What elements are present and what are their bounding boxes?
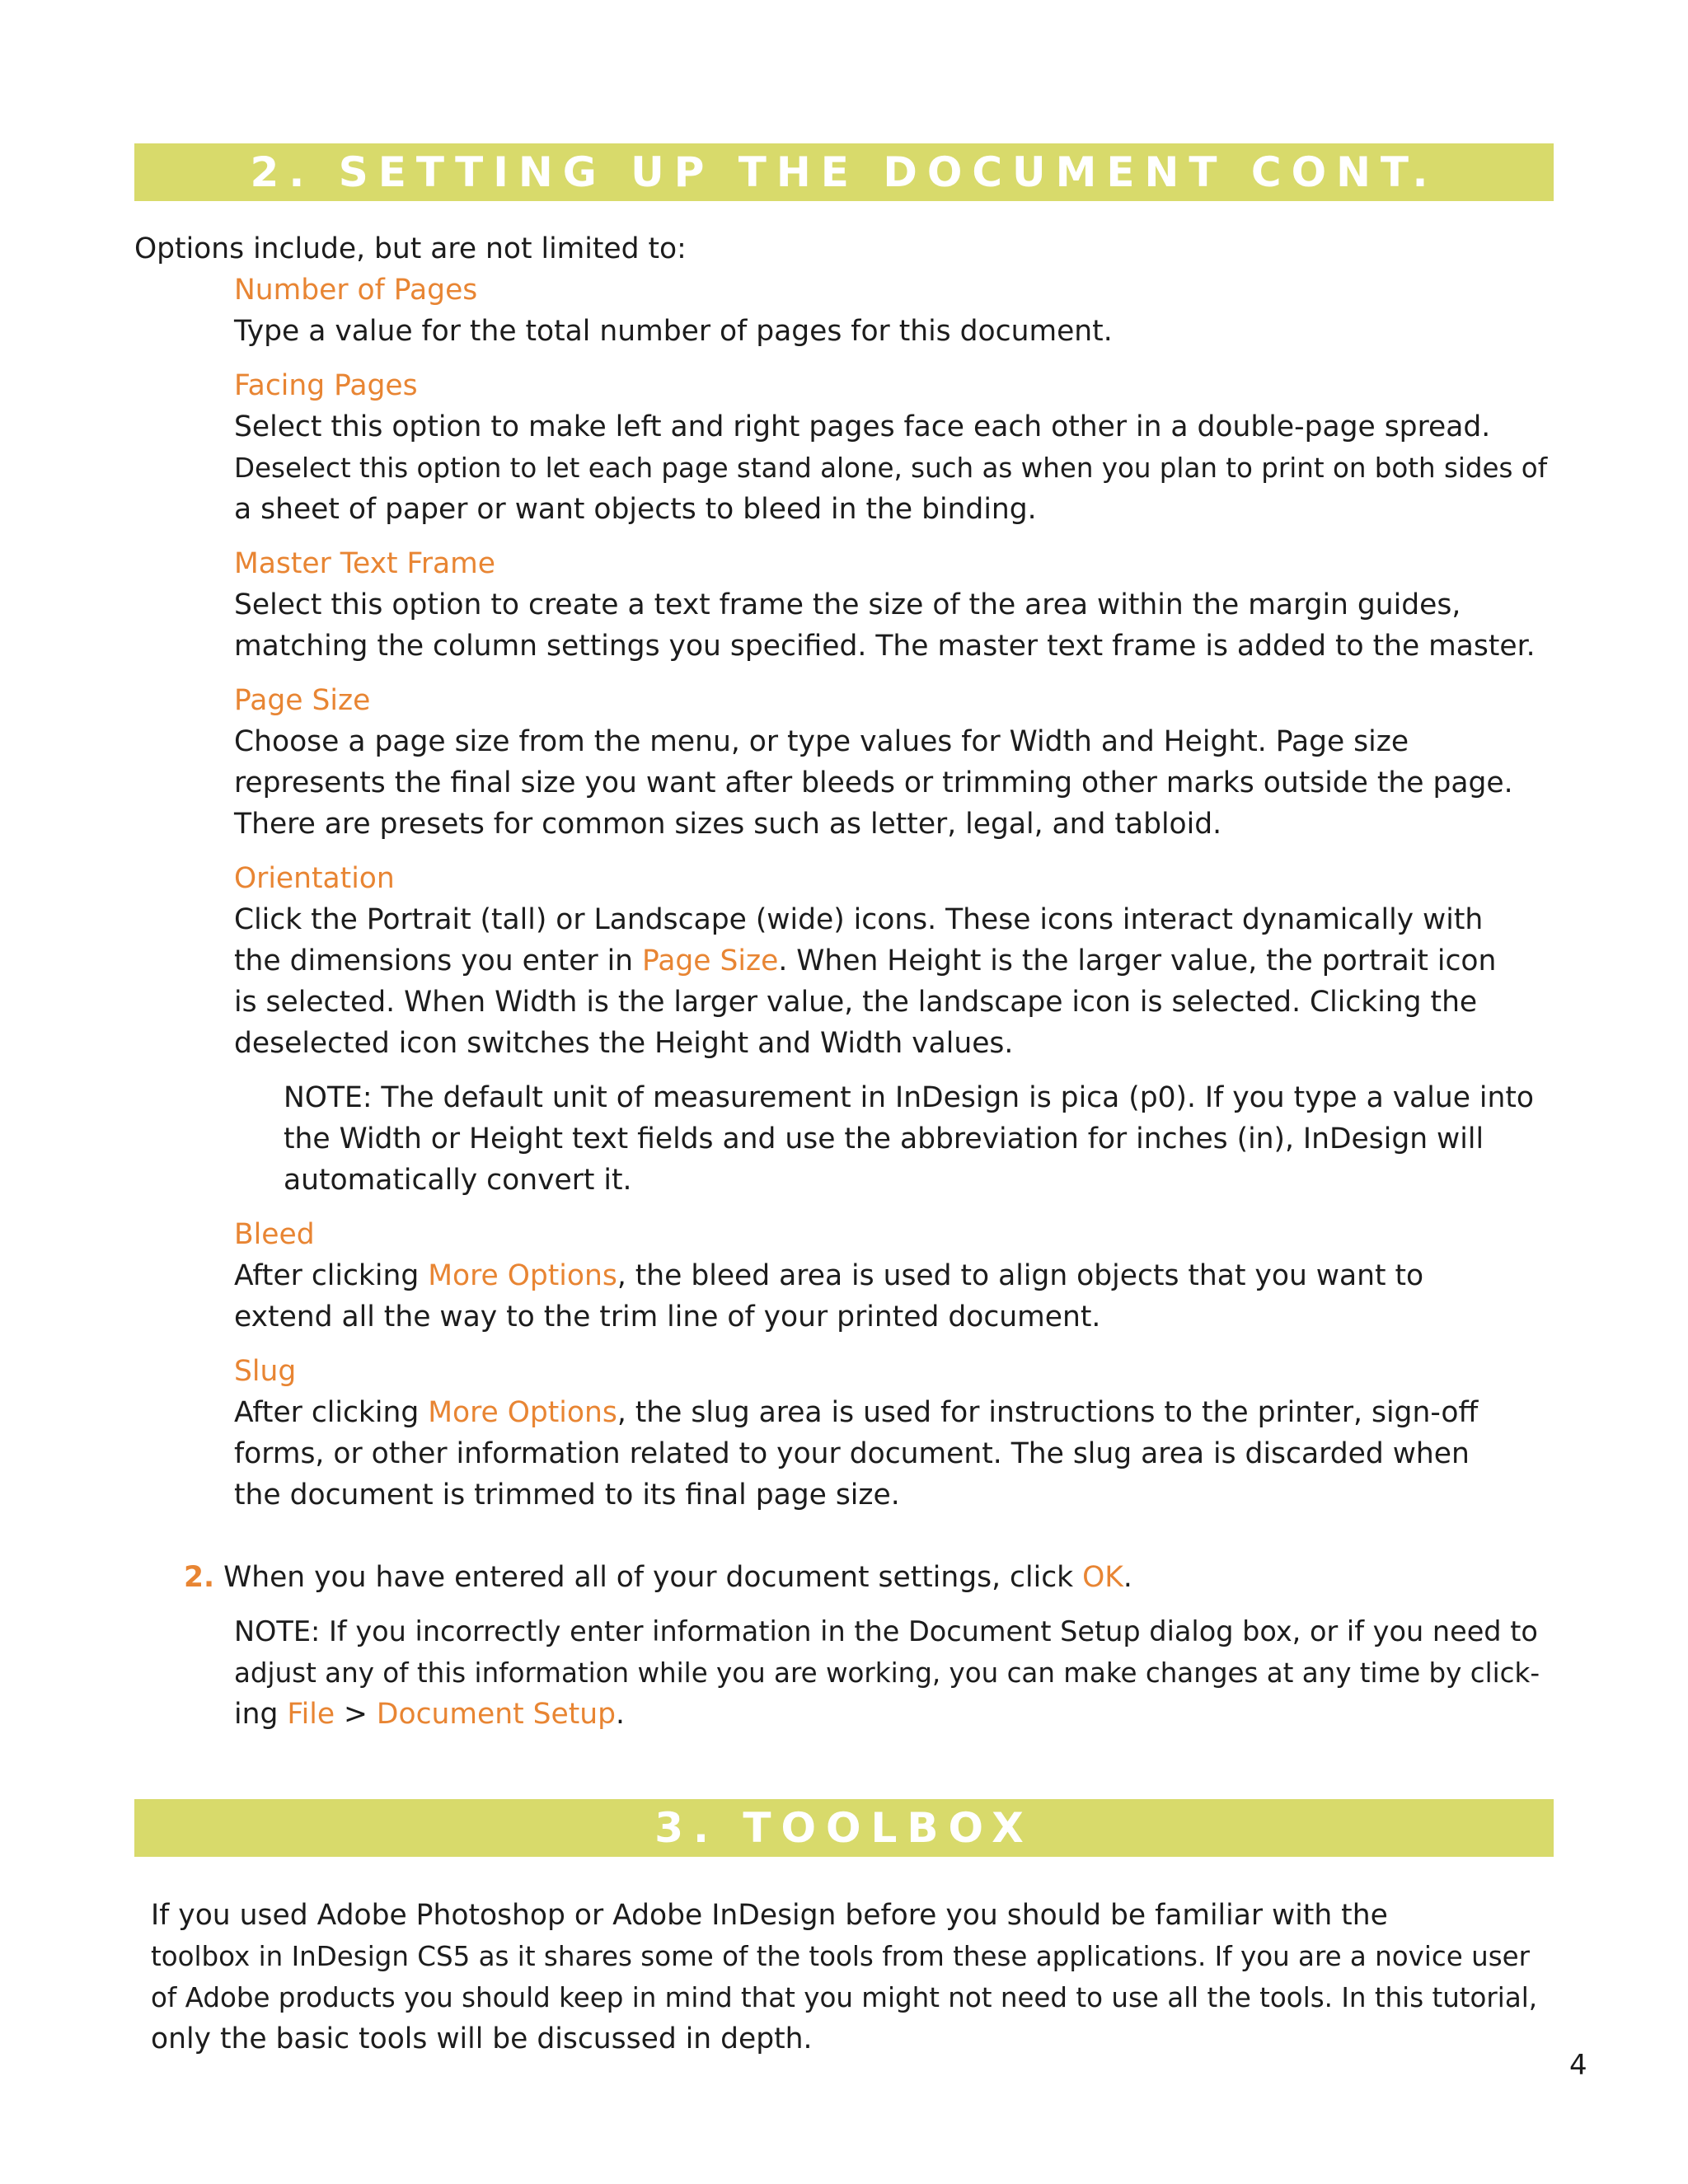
note-text: NOTE: The default unit of measurement in InDesign is pica (p0). If you type a value into	[284, 1081, 1535, 1114]
option-text: extend all the way to the trim line of your printed document.	[234, 1301, 1101, 1333]
option-heading-page-size: Page Size	[234, 684, 371, 717]
text-span: .	[616, 1698, 625, 1731]
toolbox-text: If you used Adobe Photoshop or Adobe InDesign before you should be familiar with the	[151, 1899, 1388, 1932]
option-text	[234, 1255, 1423, 1296]
option-text: matching the column settings you specified. The master text frame is added to the master.	[234, 630, 1536, 663]
option-heading-bleed: Bleed	[234, 1218, 315, 1251]
text-span: , the slug area is used for instructions to the printer, sign-off	[617, 1396, 1479, 1429]
option-heading-orientation: Orientation	[234, 862, 395, 895]
more-options-link: More Options	[428, 1396, 617, 1429]
note-text: NOTE: If you incorrectly enter information in the Document Setup dialog box, or if you need to	[234, 1615, 1538, 1647]
text-span: >	[335, 1698, 377, 1731]
option-text: Deselect this option to let each page stand alone, such as when you plan to print on both sides of	[234, 452, 1548, 484]
document-setup-reference: Document Setup	[376, 1698, 617, 1731]
note-text	[234, 1694, 625, 1735]
text-span: the dimensions you enter in	[234, 944, 643, 977]
step-number: 2.	[184, 1561, 215, 1594]
option-text: the document is trimmed to its final page size.	[234, 1479, 900, 1511]
option-text: is selected. When Width is the larger value, the landscape icon is selected. Clicking the	[234, 986, 1478, 1019]
section-2-banner	[134, 143, 1554, 201]
more-options-link: More Options	[428, 1259, 617, 1292]
option-heading-slug: Slug	[234, 1355, 297, 1388]
options-intro: Options include, but are not limited to:	[134, 232, 687, 265]
text-span: After clicking	[234, 1396, 429, 1429]
ok-button-reference: OK	[1082, 1561, 1123, 1594]
page-size-link: Page Size	[642, 944, 779, 977]
option-text: There are presets for common sizes such as letter, legal, and tabloid.	[234, 808, 1222, 841]
option-text: represents the final size you want after bleeds or trimming other marks outside the page.	[234, 766, 1513, 799]
text-span: ing	[234, 1698, 288, 1731]
option-text: a sheet of paper or want objects to bleed in the binding.	[234, 493, 1037, 526]
section-2-title: 2. SETTING UP THE DOCUMENT CONT.	[250, 148, 1438, 196]
option-text: Click the Portrait (tall) or Landscape (wide) icons. These icons interact dynamically with	[234, 903, 1484, 936]
note-text: automatically convert it.	[284, 1164, 632, 1197]
option-heading-number-of-pages: Number of Pages	[234, 274, 478, 307]
note-text: adjust any of this information while you are working, you can make changes at any time by click-	[234, 1657, 1540, 1689]
text-span: When you have entered all of your document settings, click	[223, 1561, 1083, 1594]
toolbox-text: toolbox in InDesign CS5 as it shares some of the tools from these applications. If you are a novice user	[151, 1941, 1530, 1972]
option-text: deselected icon switches the Height and Width values.	[234, 1027, 1014, 1060]
option-text: forms, or other information related to your document. The slug area is discarded when	[234, 1437, 1470, 1470]
option-text	[234, 940, 1496, 982]
text-span: , the bleed area is used to align objects that you want to	[617, 1259, 1424, 1292]
option-heading-master-text-frame: Master Text Frame	[234, 547, 496, 580]
option-text: Select this option to create a text frame the size of the area within the margin guides,	[234, 588, 1461, 621]
toolbox-text: only the basic tools will be discussed in depth.	[151, 2022, 813, 2055]
text-span: .	[1123, 1561, 1132, 1594]
option-text: Select this option to make left and right pages face each other in a double-page spread.	[234, 410, 1491, 443]
text-span: After clicking	[234, 1259, 429, 1292]
option-text: Choose a page size from the menu, or type values for Width and Height. Page size	[234, 725, 1409, 758]
note-text: the Width or Height text fields and use the abbreviation for inches (in), InDesign will	[284, 1122, 1484, 1155]
section-3-banner	[134, 1799, 1554, 1857]
section-3-title: 3. TOOLBOX	[654, 1804, 1034, 1852]
option-text: Type a value for the total number of pages for this document.	[234, 315, 1113, 348]
text-span: . When Height is the larger value, the portrait icon	[778, 944, 1497, 977]
page-number: 4	[1569, 2049, 1587, 2082]
option-heading-facing-pages: Facing Pages	[234, 369, 418, 402]
option-text	[234, 1392, 1478, 1433]
toolbox-text: of Adobe products you should keep in mind that you might not need to use all the tools. In this tutorial,	[151, 1982, 1538, 2013]
step-2	[184, 1557, 1132, 1598]
file-menu-reference: File	[287, 1698, 335, 1731]
